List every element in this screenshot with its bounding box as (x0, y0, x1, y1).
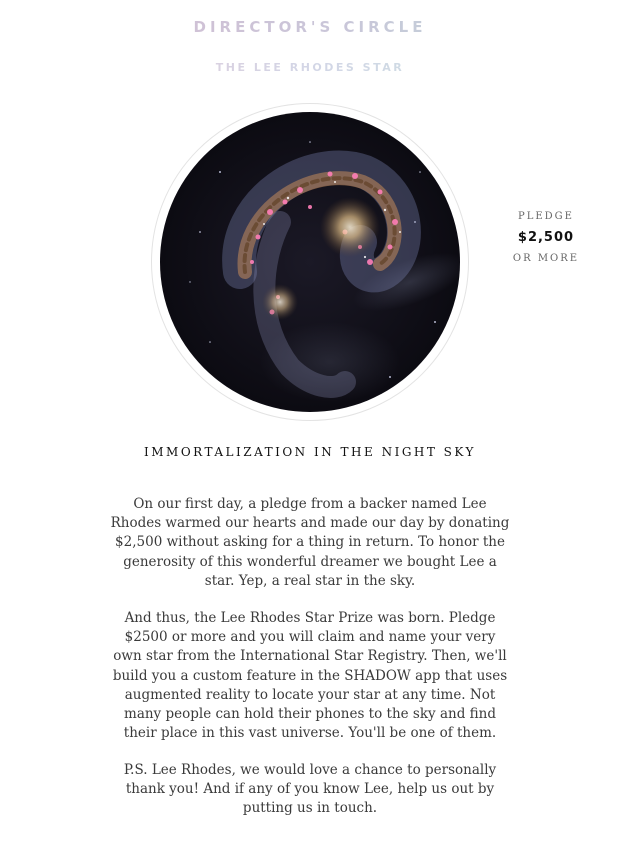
body-paragraph-3: P.S. Lee Rhodes, we would love a chance to personally thank you! And if any of you know Lee, help us out by putting us in touch. (123, 762, 497, 817)
pledge-suffix: OR MORE (512, 253, 580, 264)
pledge-amount: $2,500 (517, 230, 575, 245)
body-paragraph-2: And thus, the Lee Rhodes Star Prize was born. Pledge $2500 or more and you will claim and name your very own star from the International Star Registry. Then, we'll build you a custom feature in the SHADOW app that uses augmented reality to locate your star at any time. Not many people can hold their phones to the sky and find their place in this vast universe. You'll be one of them. (112, 610, 508, 742)
pledge-label: PLEDGE (518, 211, 574, 222)
section-heading: IMMORTALIZATION IN THE NIGHT SKY (144, 445, 476, 459)
galaxy-image (160, 112, 460, 412)
tier-subtitle: THE LEE RHODES STAR (0, 61, 620, 74)
body-paragraph-1: On our first day, a pledge from a backer named Lee Rhodes warmed our hearts and made our day by donating $2,500 without asking for a thing in return. To honor the generosity of this wonderful dreamer we bought Lee a star. Yep, a real star in the sky. (110, 496, 510, 589)
tier-title: DIRECTOR'S CIRCLE (0, 18, 620, 36)
